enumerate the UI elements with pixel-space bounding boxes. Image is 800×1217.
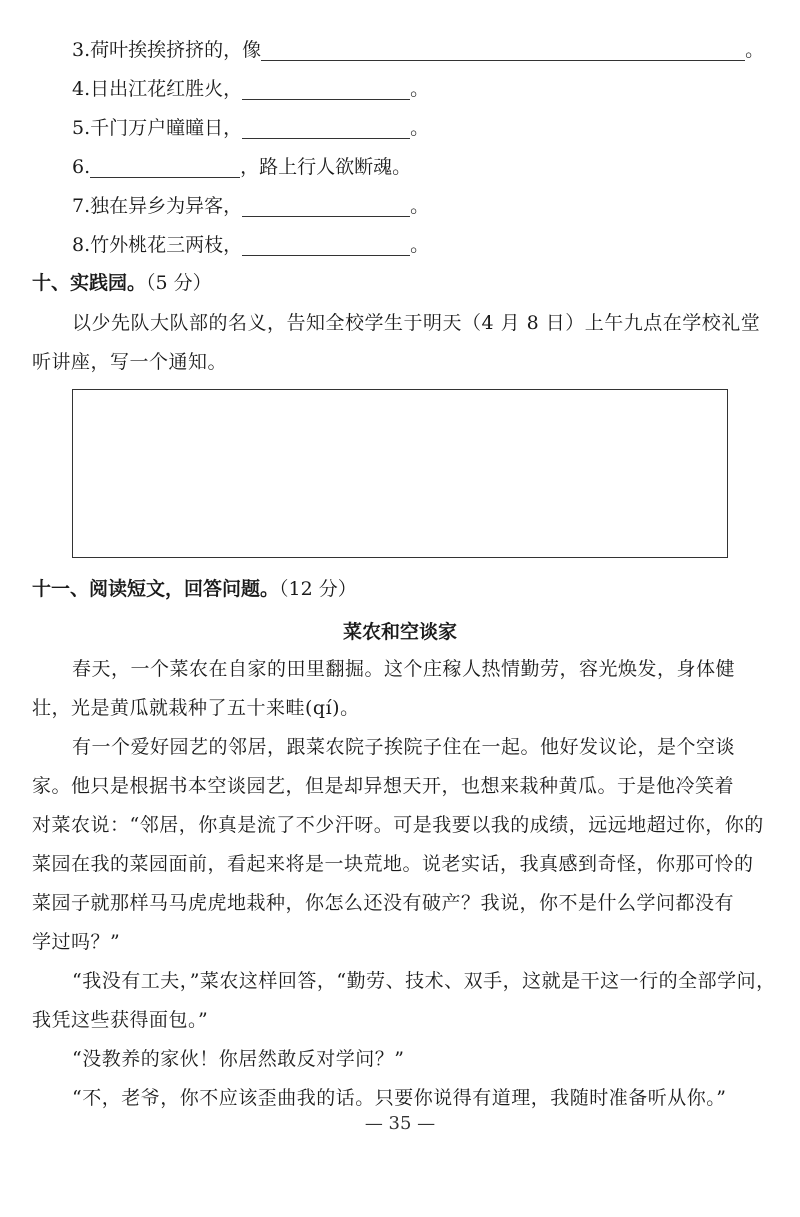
- section-heading: 十、实践园。: [32, 272, 147, 294]
- story-title: 菜农和空谈家: [342, 621, 457, 643]
- page-number: — 35 —: [364, 1113, 436, 1134]
- answer-blank[interactable]: [242, 79, 410, 100]
- poem-text: 3.荷叶挨挨挤挤的，像: [72, 39, 262, 61]
- section-heading: 十一、阅读短文，回答问题。: [32, 578, 280, 600]
- poem-line-5: [72, 115, 429, 141]
- answer-blank[interactable]: [90, 157, 240, 178]
- poem-line-3: [72, 37, 764, 63]
- answer-blank[interactable]: [242, 118, 410, 139]
- poem-line-8: [72, 232, 429, 258]
- story-line: 有一个爱好园艺的邻居，跟菜农院子挨院子住在一起。他好发议论，是个空谈: [72, 736, 736, 758]
- story-line: “没教养的家伙！你居然敢反对学问？”: [72, 1048, 405, 1070]
- notice-answer-box[interactable]: [72, 389, 728, 558]
- poem-text-end: 。: [410, 78, 430, 100]
- section-score: （12 分）: [279, 578, 357, 600]
- story-line: “我没有工夫，”菜农这样回答，“勤劳、技术、双手，这就是干这一行的全部学问，: [72, 970, 776, 992]
- story-line: “不，老爷，你不应该歪曲我的话。只要你说得有道理，我随时准备听从你。”: [72, 1087, 727, 1109]
- story-line: 菜园子就那样马马虎虎地栽种，你怎么还没有破产？我说，你不是什么学问都没有: [32, 892, 735, 914]
- story-line: 家。他只是根据书本空谈园艺，但是却异想天开，也想来栽种黄瓜。于是他冷笑着: [32, 775, 735, 797]
- section-10-prompt-line-1: 以少先队大队部的名义，告知全校学生于明天（4 月 8 日）上午九点在学校礼堂: [72, 312, 761, 334]
- poem-text-end: 。: [410, 117, 430, 139]
- poem-text-end: 。: [745, 39, 765, 61]
- answer-blank[interactable]: [242, 235, 410, 256]
- poem-text-end: 。: [410, 195, 430, 217]
- poem-text-end: 。: [410, 234, 430, 256]
- story-line: 春天，一个菜农在自家的田里翻掘。这个庄稼人热情勤劳，容光焕发，身体健: [72, 658, 736, 680]
- poem-text-end: ，路上行人欲断魂。: [240, 156, 412, 178]
- poem-line-7: [72, 193, 429, 219]
- poem-text: 8.竹外桃花三两枝，: [72, 234, 243, 256]
- poem-line-6: [72, 154, 411, 180]
- poem-text: 7.独在异乡为异客，: [72, 195, 243, 217]
- answer-blank[interactable]: [242, 196, 410, 217]
- story-line: 我凭这些获得面包。”: [32, 1009, 209, 1031]
- section-score: （5 分）: [146, 272, 212, 294]
- poem-text: 4.日出江花红胜火，: [72, 78, 243, 100]
- story-line: 对菜农说：“邻居，你真是流了不少汗呀。可是我要以我的成绩，远远地超过你，你的: [32, 814, 764, 836]
- section-10-heading: [32, 270, 212, 296]
- section-11-heading: [32, 576, 357, 602]
- story-line: 菜园在我的菜园面前，看起来将是一块荒地。说老实话，我真感到奇怪，你那可怜的: [32, 853, 754, 875]
- poem-text: 6.: [72, 156, 91, 178]
- story-line: 壮，光是黄瓜就栽种了五十来畦(qí)。: [32, 697, 360, 719]
- answer-blank[interactable]: [261, 40, 745, 61]
- section-10-prompt-line-2: 听讲座，写一个通知。: [32, 351, 228, 373]
- poem-text: 5.千门万户曈曈日，: [72, 117, 243, 139]
- story-line: 学过吗？”: [32, 931, 121, 953]
- poem-line-4: [72, 76, 429, 102]
